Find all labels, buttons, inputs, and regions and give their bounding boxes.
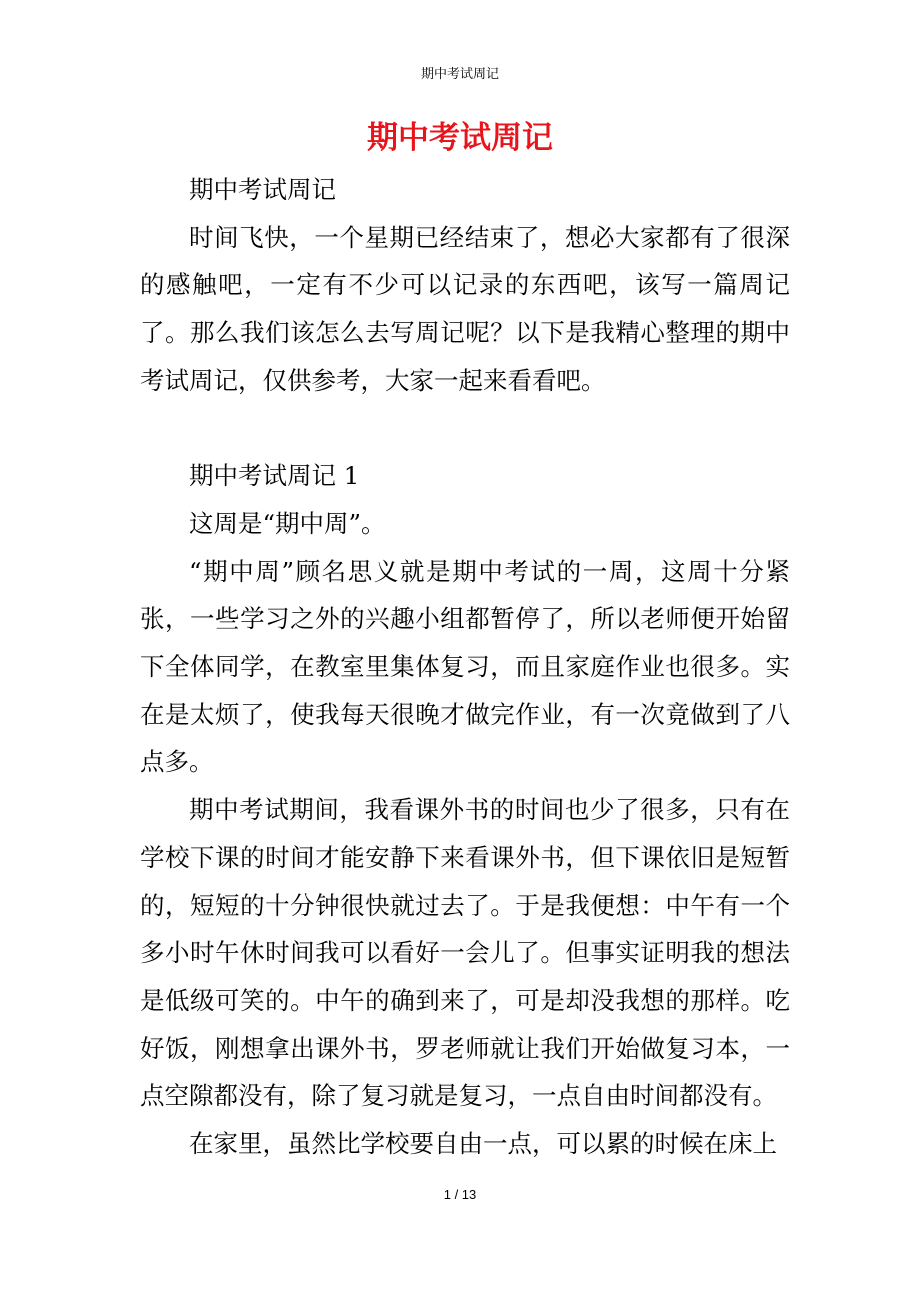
blank-line: [140, 405, 790, 453]
running-header: 期中考试周记: [420, 67, 499, 82]
intro-paragraph: 时间飞快，一个星期已经结束了，想必大家都有了很深的感触吧，一定有不少可以记录的东西吧，该写一篇周记了。那么我们该怎么去写周记呢？以下是我精心整理的期中考试周记，仅供参考，大家一起来看看吧。: [140, 222, 790, 395]
document-title: 期中考试周记: [367, 120, 553, 156]
subtitle-paragraph: 期中考试周记: [189, 175, 336, 204]
section-heading: 期中考试周记 1: [189, 461, 360, 491]
body-paragraph: 期中考试期间，我看课外书的时间也少了很多，只有在学校下课的时间才能安静下来看课外书，但下课依旧是短暂的，短短的十分钟很快就过去了。于是我便想：中午有一个多小时午休时间我可以看好一会儿了。但事实证明我的想法是低级可笑的。中午的确到来了，可是却没我想的那样。吃好饭，刚想拿出课外书，罗老师就让我们开始做复习本，一点空隙都没有，除了复习就是复习，一点自由时间都没有。: [140, 795, 790, 1111]
body-paragraph: 在家里，虽然比学校要自由一点，可以累的时候在床上: [189, 1129, 777, 1159]
body-paragraph: 这周是“期中周”。: [189, 508, 386, 538]
document-body: [140, 166, 790, 1168]
body-paragraph: “期中周”顾名思义就是期中考试的一周，这周十分紧张，一些学习之外的兴趣小组都暂停了，所以老师便开始留下全体同学，在教室里集体复习，而且家庭作业也很多。实在是太烦了，使我每天很晚才做完作业，有一次竟做到了八点多。: [140, 556, 790, 777]
page-number: 1 / 13: [443, 1187, 477, 1202]
